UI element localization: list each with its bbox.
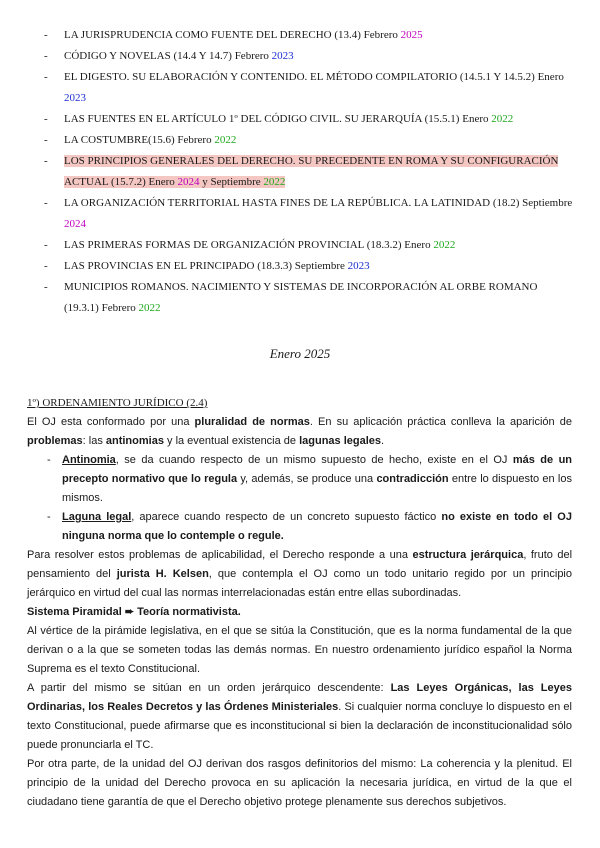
- paragraph-sistema-piramidal: [27, 603, 572, 622]
- topic-text: LAS PROVINCIAS EN EL PRINCIPADO (18.3.3) Septiembre: [64, 260, 348, 272]
- text-run: . En su aplicación práctica conlleva la aparición de: [309, 416, 572, 428]
- topic-item: [44, 25, 574, 46]
- text-run: . Si cualquier norma concluye lo dispuesto en el texto Constitucional, puede afirmarse que es inconstitucional si bien la declaración de inconstitucionalidad sólo puede pronunciarla el TC.: [27, 701, 572, 751]
- topic-text: EL DIGESTO. SU ELABORACIÓN Y CONTENIDO. EL MÉTODO COMPILATORIO (14.5.1 Y 14.5.2) Enero: [64, 71, 564, 83]
- bold-run: Las Leyes Orgánicas, las Leyes Ordinarias, los Reales Decretos y las Órdenes Ministeriales: [27, 682, 572, 713]
- paragraph-kelsen: [27, 546, 572, 603]
- bold-run: jurista H. Kelsen: [116, 568, 209, 580]
- text-run: , que contempla el OJ como un todo unitario regido por un principio jerárquico en virtud del cual las normas interrelacionadas están entre ellas subordinadas.: [27, 568, 572, 599]
- text-run: , se da cuando respecto de un mismo supuesto de hecho, existe en el OJ: [115, 454, 513, 466]
- section-title: 1º) ORDENAMIENTO JURÍDICO (2.4): [27, 397, 208, 409]
- definition-antinomia: [27, 451, 572, 508]
- bold-run: pluralidad de normas: [194, 416, 310, 428]
- topic-item: [44, 109, 574, 130]
- bold-run: antinomias: [105, 435, 164, 447]
- exam-year: 2023: [271, 50, 294, 62]
- bullet-dash: -: [44, 281, 48, 293]
- text-run: El OJ esta conformado por una: [27, 416, 195, 428]
- text-run: entre lo dispuesto en los mismos.: [62, 473, 572, 504]
- bold-run: contradicción: [376, 473, 449, 485]
- body-text: [27, 394, 572, 812]
- exam-year: 2022: [491, 113, 514, 125]
- paragraph-unidad: Por otra parte, de la unidad del OJ derivan dos rasgos definitorios del mismo: La coherencia y la plenitud. El principio de la unidad del Derecho provoca en su aplicación la necesaria jurídica, en virtud de la que el ciudadano tiene garantía de que el Derecho objetivo protege plenamente sus derechos subjetivos.: [27, 758, 572, 808]
- bullet-dash: -: [44, 71, 48, 83]
- section-heading: Enero 2025: [269, 346, 331, 361]
- definition-list: [27, 451, 572, 546]
- topic-date-separator: y Septiembre: [199, 176, 264, 188]
- bold-run: no existe en todo el OJ ninguna norma que lo contemple o regule.: [62, 511, 572, 542]
- bold-run: Sistema Piramidal ➨ Teoría normativista.: [27, 606, 241, 618]
- text-run: A partir del mismo se sitúan en un orden jerárquico descendente:: [27, 682, 391, 694]
- paragraph-intro: [27, 413, 572, 451]
- topic-text: LA COSTUMBRE(15.6) Febrero: [64, 134, 215, 146]
- exam-year: 2022: [138, 302, 161, 314]
- text-run: y, además, se produce una: [237, 473, 377, 485]
- bullet-dash: -: [44, 197, 48, 209]
- text-run: .: [381, 435, 385, 447]
- paragraph-vertice: Al vértice de la pirámide legislativa, en el que se sitúa la Constitución, que es la norma fundamental de la que derivan o a la que se someten todas las demás normas. En nuestro ordenamiento jurídico español la Norma Suprema es el texto Constitucional.: [27, 625, 572, 675]
- topic-item: [44, 235, 574, 256]
- bold-run: lagunas legales: [299, 435, 382, 447]
- topic-text: MUNICIPIOS ROMANOS. NACIMIENTO Y SISTEMAS DE INCORPORACIÓN AL ORBE ROMANO (19.3.1) Febrero: [64, 281, 538, 314]
- topic-text: LAS PRIMERAS FORMAS DE ORGANIZACIÓN PROVINCIAL (18.3.2) Enero: [64, 239, 434, 251]
- topic-item: [44, 256, 574, 277]
- text-run: y la eventual existencia de: [163, 435, 300, 447]
- topic-item: [44, 277, 574, 319]
- bullet-dash: -: [44, 239, 48, 251]
- text-run: : las: [82, 435, 106, 447]
- exam-year: 2023: [347, 260, 370, 272]
- topic-item: [44, 151, 574, 193]
- bullet-dash: -: [47, 511, 51, 523]
- bullet-dash: -: [44, 134, 48, 146]
- topic-item: [44, 67, 574, 109]
- topic-text: LAS FUENTES EN EL ARTÍCULO 1º DEL CÓDIGO CIVIL. SU JERARQUÍA (15.5.1) Enero: [64, 113, 492, 125]
- bullet-dash: -: [44, 113, 48, 125]
- exam-year: 2022: [263, 176, 286, 188]
- exam-year: 2024: [64, 218, 86, 230]
- topic-item: [44, 46, 574, 67]
- text-run: , aparece cuando respecto de un concreto supuesto fáctico: [131, 511, 442, 523]
- definition-laguna-legal: [27, 508, 572, 546]
- bullet-dash: -: [44, 29, 48, 41]
- exam-year: 2025: [400, 29, 423, 41]
- exam-year: 2023: [64, 92, 86, 104]
- topic-text: CÓDIGO Y NOVELAS (14.4 Y 14.7) Febrero: [64, 50, 272, 62]
- bold-run: Antinomia: [62, 454, 116, 466]
- text-run: Para resolver estos problemas de aplicabilidad, el Derecho responde a una: [27, 549, 413, 561]
- bullet-dash: -: [44, 260, 48, 272]
- topic-text: LOS PRINCIPIOS GENERALES DEL DERECHO. SU PRECEDENTE EN ROMA Y SU CONFIGURACIÓN ACTUAL (15.7.2) Enero: [64, 155, 559, 188]
- bold-run: problemas: [27, 435, 83, 447]
- text-run: , fruto del pensamiento del: [27, 549, 573, 580]
- paragraph-orden-jerarquico: [27, 679, 572, 755]
- bullet-dash: -: [44, 155, 48, 167]
- bullet-dash: -: [47, 454, 51, 466]
- bold-run: estructura jerárquica: [412, 549, 524, 561]
- bold-run: más de un precepto normativo que lo regula: [62, 454, 573, 485]
- bullet-dash: -: [44, 50, 48, 62]
- exam-year: 2022: [433, 239, 456, 251]
- exam-topics-list: [44, 25, 574, 319]
- topic-item: [44, 193, 574, 235]
- topic-item: [44, 130, 574, 151]
- exam-year: 2024: [177, 176, 200, 188]
- topic-text: LA JURISPRUDENCIA COMO FUENTE DEL DERECHO (13.4) Febrero: [64, 29, 401, 41]
- exam-year: 2022: [214, 134, 237, 146]
- bold-run: Laguna legal: [62, 511, 132, 523]
- topic-text: LA ORGANIZACIÓN TERRITORIAL HASTA FINES DE LA REPÚBLICA. LA LATINIDAD (18.2) Septiembre: [64, 197, 573, 209]
